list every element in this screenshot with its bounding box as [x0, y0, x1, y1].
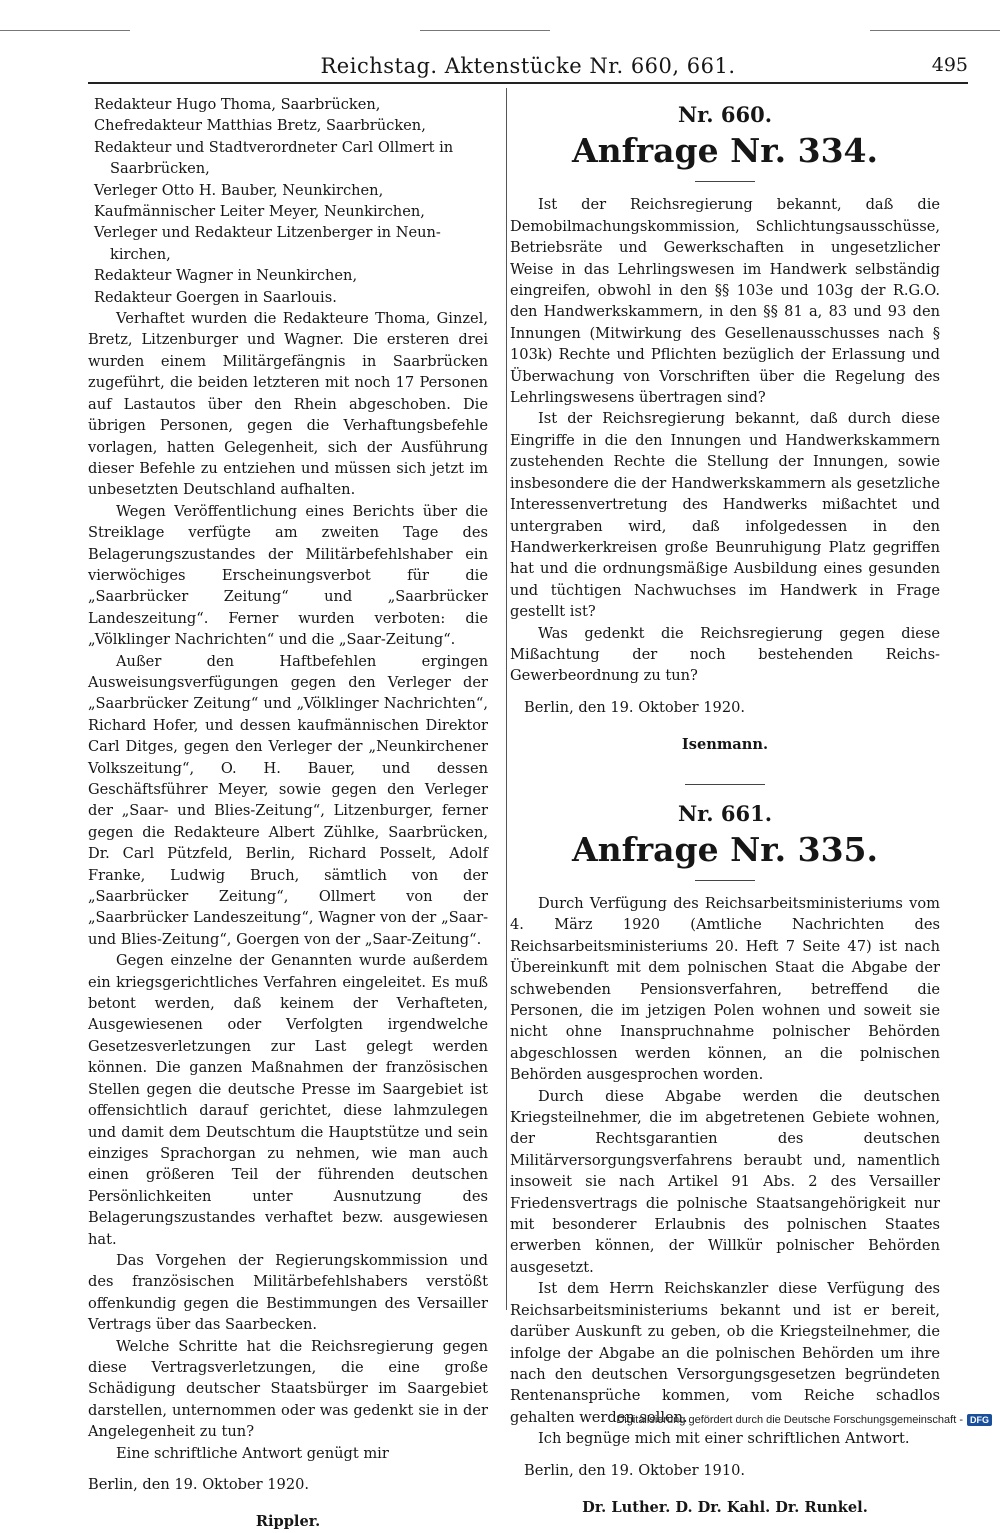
left-column	[88, 94, 488, 1533]
paragraph: Ist der Reichsregierung bekannt, daß durch diese Eingriffe in die den Innungen und Handwerkskammern zustehenden Rechte die Stellung der Innungen, sowie insbesondere die der Handwerkskammern als gesetzliche Interessenvertretung des Handwerks mißachtet und untergraben wird, daß infolgedessen in den Handwerkerkreisen große Beunruhigung Platz gegriffen hat und die ordnungsmäßige Ausbildung eines gesunden und tüchtigen Nachwuchses im Handwerk in Frage gestellt ist?	[510, 410, 940, 621]
signature: Dr. Luther. D. Dr. Kahl. Dr. Runkel.	[582, 1498, 868, 1516]
list-item: kirchen,	[110, 245, 171, 263]
section-title: Anfrage Nr. 335.	[572, 829, 878, 869]
section-title: Anfrage Nr. 334.	[572, 131, 878, 171]
paragraph: Was gedenkt die Reichsregierung gegen diese Mißachtung der noch bestehenden Reichs-Gewerbeordnung zu tun?	[510, 624, 940, 685]
section-separator	[685, 784, 765, 785]
list-item: Kaufmännischer Leiter Meyer, Neunkirchen,	[94, 203, 425, 221]
list-item: Chefredakteur Matthias Bretz, Saarbrücken,	[94, 117, 426, 135]
list-item: Verleger und Redakteur Litzenberger in Neun-	[94, 224, 441, 242]
date-line: Berlin, den 19. Oktober 1910.	[524, 1461, 746, 1479]
date-line: Berlin, den 19. Oktober 1920.	[88, 1476, 310, 1493]
column-divider	[506, 88, 507, 1310]
paragraph: Wegen Veröffentlichung eines Berichts über die Streiklage verfügte am zweiten Tage des Belagerungszustandes der Militärbefehlshaber ein vierwöchiges Erscheinungsverbot für die „Saarbrücker Zeitung“ und „Saarbrücker Landeszeitung“. Ferner wurden verboten: die „Völklinger Nachrichten“ und die „Saar-Zeitung“.	[88, 502, 488, 649]
signature: Rippler.	[255, 1513, 321, 1531]
paragraph: Ich begnüge mich mit einer schriftlichen Antwort.	[538, 1430, 910, 1448]
paragraph: Außer den Haftbefehlen ergingen Ausweisungsverfügungen gegen den Verleger der „Saarbrücker Zeitung“ und „Völklinger Nachrichten“, Richard Hofer, und dessen kaufmännischen Direktor Carl Ditges, gegen den Verleger der „Neunkirchener Volkszeitung“, O. H. Bauer, und dessen Geschäftsführer Meyer, sowie gegen den Verleger der „Saar- und Blies-Zeitung“, Litzenburger, ferner gegen die Redakteure Albert Zühlke, Saarbrücken, Dr. Carl Pützfeld, Berlin, Richard Posselt, Adolf Franke, Ludwig Bruch, sämtlich von der „Saarbrücker Zeitung“, Ollmert von der „Saarbrücker Landeszeitung“, Wagner von der „Saar- und Blies-Zeitung“, Goergen von der „Saar-Zeitung“.	[88, 652, 488, 948]
paragraph: Ist dem Herrn Reichskanzler diese Verfügung des Reichsarbeitsministeriums bekannt und ist er bereit, darüber Auskunft zu geben, ob die Kriegsteilnehmer, die infolge der Abgabe an die polnischen Behörden um ihre nach den deutschen Versorgungsgesetzen begründeten Rentenansprüche kommen, vom Reiche schadlos gehalten werden sollen.	[510, 1280, 940, 1426]
paragraph: Welche Schritte hat die Reichsregierung gegen diese Vertragsverletzungen, die eine große Schädigung deutscher Staatsbürger im Saargebiet darstellen, unternommen oder was gedenkt sie in der Angelegenheit zu tun?	[88, 1337, 488, 1441]
paragraph: Durch Verfügung des Reichsarbeitsministeriums vom 4. März 1920 (Amtliche Nachrichten des Reichsarbeitsministeriums 20. Heft 7 Seite 47) ist nach Übereinkunft mit dem polnischen Staat die Abgabe der schwebenden Pensionsverfahren, betreffend die Personen, die im jetzigen Polen wohnen und soweit sie nicht ohne Inanspruchnahme polnischer Behörden abgeschlossen werden können, an die polnischen Behörden ausgesprochen worden.	[510, 894, 940, 1084]
footer-text: Digitalisierung gefördert durch die Deutsche Forschungsgemeinschaft -	[616, 1414, 963, 1426]
page-title: Reichstag. Aktenstücke Nr. 660, 661.	[320, 54, 736, 78]
list-item: Verleger Otto H. Bauber, Neunkirchen,	[94, 181, 384, 199]
section-rule	[695, 181, 755, 182]
section-number: Nr. 661.	[677, 800, 773, 826]
paragraph: Verhaftet wurden die Redakteure Thoma, Ginzel, Bretz, Litzenburger und Wagner. Die ersteren drei wurden einem Militärgefängnis in Saarbrücken zugeführt, die beiden letzteren mit noch 17 Personen auf Lastautos über den Rhein abgeschoben. Die übrigen Personen, gegen die Verhaftungsbefehle vorlagen, hatten Gelegenheit, sich der Ausführung dieser Befehle zu entziehen und müssen sich jetzt im unbesetzten Deutschland aufhalten.	[88, 310, 488, 499]
list-item: Redakteur Hugo Thoma, Saarbrücken,	[94, 96, 381, 113]
right-column	[510, 94, 940, 1518]
list-item: Saarbrücken,	[110, 160, 210, 178]
paragraph: Eine schriftliche Antwort genügt mir	[116, 1444, 389, 1462]
list-item: Redakteur Wagner in Neunkirchen,	[94, 267, 358, 285]
signature: Isenmann.	[681, 736, 769, 754]
date-line: Berlin, den 19. Oktober 1920.	[524, 698, 746, 716]
footer-credit	[616, 1414, 992, 1426]
dfg-logo-icon: DFG	[967, 1414, 992, 1426]
top-scan-rule	[0, 30, 1000, 31]
list-item: Redakteur Goergen in Saarlouis.	[94, 288, 337, 306]
paragraph: Durch diese Abgabe werden die deutschen Kriegsteilnehmer, die im abgetretenen Gebiete wohnen, der Rechtsgarantien des deutschen Militärversorgungsverfahrens beraubt und, namentlich insoweit sie nach Artikel 91 Abs. 2 des Versailler Friedensvertrags die polnische Staatsangehörigkeit nur mit besonderer Erlaubnis des polnischen Staates erwerben können, der Willkür polnischer Behörden ausgesetzt.	[510, 1087, 940, 1276]
paragraph: Das Vorgehen der Regierungskommission und des französischen Militärbefehlshabers verstößt offenkundig gegen die Bestimmungen des Versailler Vertrags über das Saarbecken.	[88, 1251, 488, 1334]
page-header	[88, 48, 968, 84]
page-number: 495	[931, 54, 968, 76]
list-item: Redakteur und Stadtverordneter Carl Ollmert in	[94, 138, 454, 156]
paragraph: Gegen einzelne der Genannten wurde außerdem ein kriegsgerichtliches Verfahren eingeleitet. Es muß betont werden, daß keinem der Verhafteten, Ausgewiesenen oder Verfolgten irgendwelche Gesetzesverletzungen zur Last gelegt werden können. Die ganzen Maßnahmen der französischen Stellen gegen die deutsche Presse im Saargebiet ist offensichtlich darauf gerichtet, diese lahmzulegen und damit dem Deutschtum die Hauptstütze und sein einziges Sprachorgan zu nehmen, wie man auch einen größeren Teil der führenden deutschen Persönlichkeiten unter Ausnutzung des Belagerungszustandes verhaftet bezw. ausgewiesen hat.	[88, 952, 488, 1248]
section-rule	[695, 880, 755, 881]
section-number: Nr. 660.	[677, 102, 773, 127]
paragraph: Ist der Reichsregierung bekannt, daß die Demobilmachungskommission, Schlichtungsausschüsse, Betriebsräte und Gewerkschaften in ungesetzlicher Weise in das Lehrlingswesen im Handwerk selbständig eingreifen, obwohl in den §§ 103e und 103g der R.G.O. den Handwerkskammern, in den §§ 81 a, 83 und 93 den Innungen (Mitwirkung des Gesellenausschusses nach § 103k) Rechte und Pflichten bezüglich der Erlassung und Überwachung von Vorschriften über die Regelung des Lehrlingswesens übertragen sind?	[510, 196, 940, 407]
